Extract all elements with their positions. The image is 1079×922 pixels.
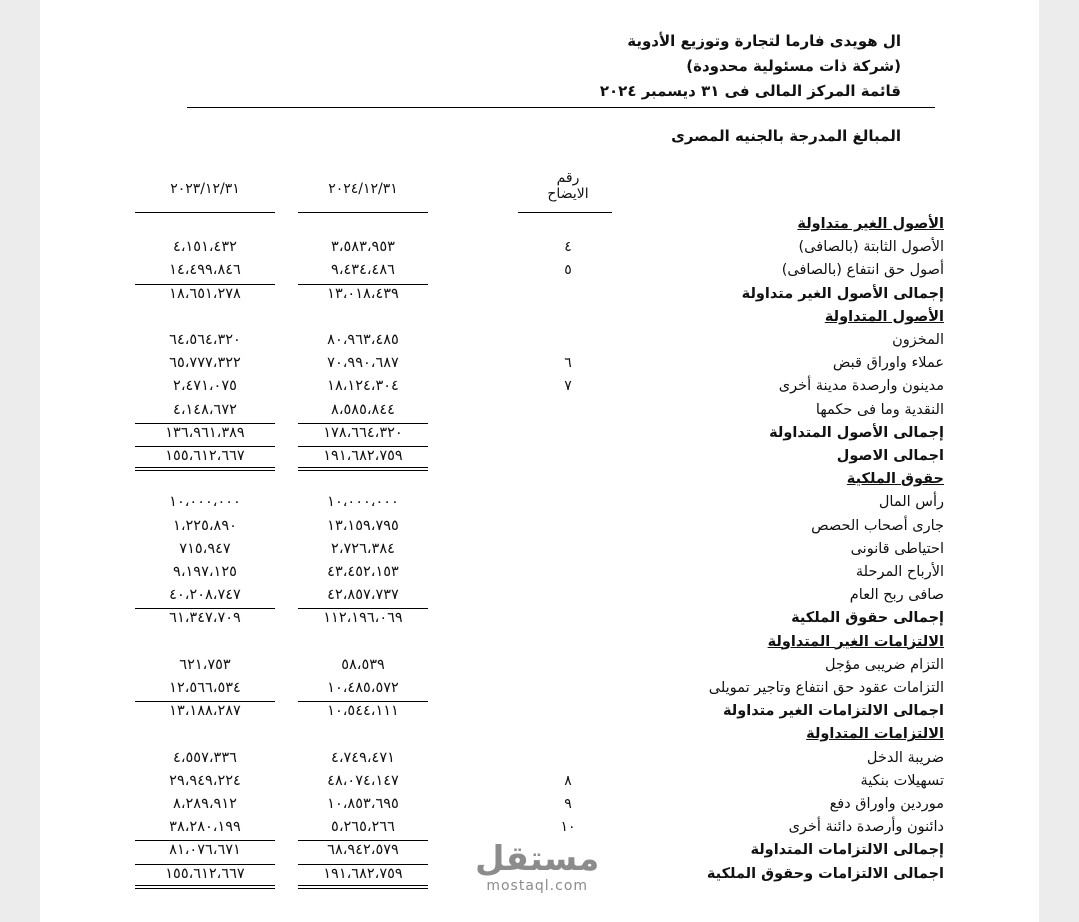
row-label: إجمالى حقوق الملكية [791,610,944,627]
value-2024: ١٩١،٦٨٢،٧٥٩ [323,865,403,882]
value-2023: ١٥٥،٦١٢،٦٦٧ [165,865,245,882]
value-2024: ٤٣،٤٥٢،١٥٣ [327,564,399,580]
value-2023: ٣٨،٢٨٠،١٩٩ [169,819,241,836]
value-2023: ٤،١٥١،٤٣٢ [173,239,237,256]
row-label: اجمالى الالتزامات الغير متداولة [723,703,944,720]
value-2023: ١،٢٢٥،٨٩٠ [173,517,237,534]
table-row [40,329,1039,352]
value-2023: ١٠،٠٠٠،٠٠٠ [169,494,241,511]
total-rule [298,701,428,702]
value-2023: ١٥٥،٦١٢،٦٦٧ [165,448,245,464]
value-2024: ١٣،٠١٨،٤٣٩ [327,285,399,302]
total-rule [298,840,428,841]
row-label: الالتزامات الغير المتداولة [767,633,944,650]
row-label: اجمالى الالتزامات وحقوق الملكية [706,865,944,882]
total-rule [135,885,275,886]
document-page [40,0,1039,922]
value-2023: ١٨،٦٥١،٢٧٨ [169,285,241,302]
value-2023: ٩،١٩٧،١٢٥ [173,564,237,580]
year-2024-header: ٢٠٢٤/١٢/٣١ [328,181,398,197]
total-rule [135,608,275,609]
company-name: ال هويدى فارما لتجارة وتوزيع الأدوية [627,32,901,50]
table-row [40,677,1039,700]
year-2023-header: ٢٠٢٣/١٢/٣١ [170,181,240,197]
value-2023: ١٢،٥٦٦،٥٣٤ [169,680,241,696]
value-2024: ١٨،١٢٤،٣٠٤ [327,378,399,395]
value-2023: ١٣،١٨٨،٢٨٧ [169,703,241,720]
row-note: ٦ [564,355,572,372]
value-2024: ١٠،٤٨٥،٥٧٢ [327,680,399,696]
value-2024: ١٠،٥٤٤،١١١ [327,703,399,720]
value-2024: ٤٢،٨٥٧،٧٣٧ [327,587,399,604]
table-row [40,700,1039,723]
row-note: ٥ [564,262,572,279]
table-row [40,770,1039,793]
value-2023: ٤٠،٢٠٨،٧٤٧ [169,587,241,604]
value-2024: ١٧٨،٦٦٤،٣٢٠ [323,424,403,441]
table-row [40,515,1039,538]
table-row [40,468,1039,491]
table-row [40,561,1039,584]
row-note: ٤ [564,239,572,256]
row-label: حقوق الملكية [846,471,944,488]
value-2023: ٧١٥،٩٤٧ [179,540,231,557]
row-label: أصول حق انتفاع (بالصافى) [781,262,944,279]
row-label: التزام ضريبى مؤجل [824,656,944,673]
value-2023: ٤،١٤٨،٦٧٢ [173,401,237,418]
row-label: عملاء واوراق قبض [832,355,944,372]
value-2023: ٨،٢٨٩،٩١٢ [173,796,237,812]
total-rule [135,423,275,424]
value-2024: ١٠،٠٠٠،٠٠٠ [327,494,399,511]
row-label: التزامات عقود حق انتفاع وتاجير تمويلى [708,680,944,696]
value-2023: ١٣٦،٩٦١،٣٨٩ [165,424,245,441]
value-2024: ٤،٧٤٩،٤٧١ [331,749,395,766]
total-rule [135,888,275,889]
watermark-arabic: مستقل [475,839,600,879]
table-row [40,259,1039,282]
table-row [40,607,1039,630]
value-2024: ٥،٢٦٥،٢٦٦ [331,819,395,836]
table-row [40,538,1039,561]
value-2023: ٦٢١،٧٥٣ [179,656,231,673]
table-row [40,352,1039,375]
total-rule [135,284,275,285]
table-row [40,306,1039,329]
value-2023: ٦١،٣٤٧،٧٠٩ [169,610,241,627]
row-label: إجمالى الالتزامات المتداولة [750,842,944,859]
currency-note: المبالغ المدرجة بالجنيه المصرى [671,127,901,145]
value-2024: ٥٨،٥٣٩ [341,656,385,673]
table-row [40,654,1039,677]
total-rule [135,446,275,447]
total-rule [298,864,428,865]
table-row [40,375,1039,398]
total-rule [135,864,275,865]
row-label: الأصول المتداولة [824,308,944,325]
value-2023: ٦٤،٥٦٤،٣٢٠ [169,332,241,348]
total-rule [298,888,428,889]
table-row [40,491,1039,514]
table-row [40,816,1039,839]
table-row [40,399,1039,422]
value-2024: ٧٠،٩٩٠،٦٨٧ [327,355,399,372]
row-label: مدينون وارصدة مدينة أخرى [778,378,944,395]
value-2024: ٨٠،٩٦٣،٤٨٥ [327,332,399,348]
row-label: تسهيلات بنكية [860,772,944,789]
value-2024: ٩،٤٣٤،٤٨٦ [331,262,395,279]
value-2023: ٢،٤٧١،٠٧٥ [173,378,237,395]
value-2024: ١٩١،٦٨٢،٧٥٩ [323,448,403,464]
row-label: صافى ربح العام [849,587,944,604]
total-rule [298,885,428,886]
row-label: اجمالى الاصول [836,448,944,464]
value-2024: ٣،٥٨٣،٩٥٣ [331,239,395,256]
total-rule [298,284,428,285]
legal-form: (شركة ذات مسئولية محدودة) [686,57,901,75]
table-row [40,445,1039,468]
watermark-latin: mostaql.com [486,878,589,894]
row-note: ٩ [564,796,572,812]
note-header-line2: الايضاح [547,186,589,202]
table-row [40,283,1039,306]
row-label: إجمالى الأصول المتداولة [769,424,944,441]
table-row [40,793,1039,816]
header-divider [187,107,935,108]
row-label: جارى أصحاب الحصص [811,517,944,534]
value-2024: ١٠،٨٥٣،٦٩٥ [327,796,399,812]
value-2023: ٢٩،٩٤٩،٢٢٤ [169,772,241,789]
row-note: ٨ [564,772,572,789]
table-row [40,213,1039,236]
row-label: النقدية وما فى حكمها [815,401,944,418]
total-rule [298,446,428,447]
value-2024: ١١٢،١٩٦،٠٦٩ [323,610,403,627]
row-note: ١٠ [560,819,576,836]
row-label: ضريبة الدخل [866,749,944,766]
row-label: المخزون [892,332,944,348]
table-row [40,631,1039,654]
table-row [40,747,1039,770]
row-label: موردين واوراق دفع [829,796,944,812]
row-label: الأرباح المرحلة [855,564,944,580]
note-column-header [518,170,618,202]
total-rule [298,423,428,424]
row-label: الأصول الثابتة (بالصافى) [798,239,944,256]
table-row [40,723,1039,746]
mostaql-watermark [475,840,599,894]
value-2023: ٨١،٠٧٦،٦٧١ [169,842,241,859]
row-label: الالتزامات المتداولة [806,726,944,743]
table-row [40,584,1039,607]
value-2023: ٦٥،٧٧٧،٣٢٢ [169,355,241,372]
note-header-line1: رقم [556,170,580,186]
value-2023: ٤،٥٥٧،٣٣٦ [173,749,237,766]
table-row [40,422,1039,445]
row-label: احتياطى قانونى [850,540,944,557]
table-row [40,236,1039,259]
value-2024: ٢،٧٢٦،٣٨٤ [331,540,395,557]
row-note: ٧ [564,378,572,395]
total-rule [135,701,275,702]
total-rule [298,608,428,609]
value-2024: ٦٨،٩٤٢،٥٧٩ [327,842,399,859]
row-label: الأصول الغير متداولة [797,216,944,232]
value-2024: ٤٨،٠٧٤،١٤٧ [327,772,399,789]
total-rule [135,840,275,841]
value-2024: ٨،٥٨٥،٨٤٤ [331,401,395,418]
value-2023: ١٤،٤٩٩،٨٤٦ [169,262,241,279]
statement-title: قائمة المركز المالى فى ٣١ ديسمبر ٢٠٢٤ [599,82,901,100]
row-label: دائنون وأرصدة دائنة أخرى [788,819,944,836]
row-label: إجمالى الأصول الغير متداولة [741,285,944,302]
value-2024: ١٣،١٥٩،٧٩٥ [327,517,399,534]
row-label: رأس المال [878,494,944,511]
